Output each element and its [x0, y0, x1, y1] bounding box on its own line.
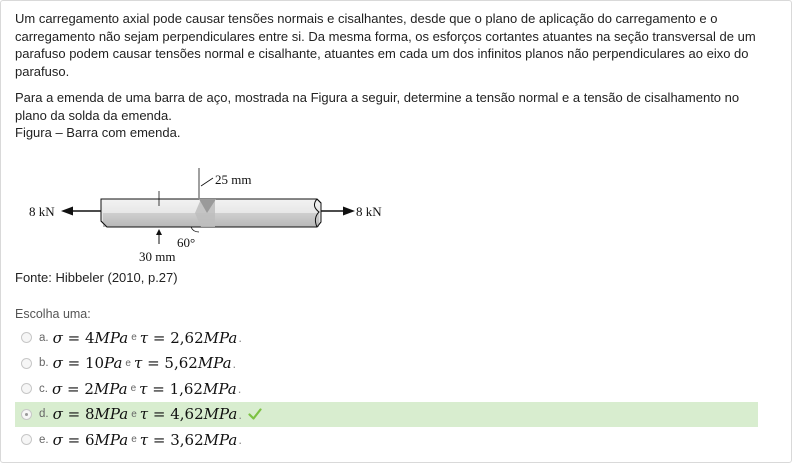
answer-conjunction: e	[131, 332, 137, 344]
answer-conjunction: e	[131, 434, 137, 446]
answer-option-b[interactable]	[15, 351, 758, 377]
answer-sigma: σ = 10Pa	[52, 354, 123, 373]
answer-list	[15, 325, 758, 453]
height-arrowhead	[156, 229, 162, 235]
answer-letter: b.	[39, 357, 49, 370]
left-load-label: 8 kN	[29, 204, 55, 219]
height-label: 30 mm	[139, 249, 176, 264]
figure-source: Fonte: Hibbeler (2010, p.27)	[15, 270, 178, 285]
left-arrowhead	[61, 207, 73, 216]
radio-c[interactable]	[21, 383, 32, 394]
answer-letter: a.	[39, 331, 49, 344]
question-paragraph-2-text: Para a emenda de uma barra de aço, mostrada na Figura a seguir, determine a tensão normal e a tensão de cisalhamento no plano da solda da emenda.	[15, 90, 740, 123]
answer-tau: τ = 2,62MPa	[139, 328, 238, 347]
answer-sigma: σ = 4MPa	[52, 328, 129, 347]
radio-e[interactable]	[21, 434, 32, 445]
angle-arc	[191, 227, 199, 232]
answer-sigma: σ = 8MPa	[52, 405, 129, 424]
answer-conjunction: e	[131, 408, 137, 420]
answer-tau: τ = 3,62MPa	[139, 430, 238, 449]
answer-tau: τ = 4,62MPa	[139, 405, 238, 424]
answer-option-a[interactable]	[15, 325, 758, 351]
answer-conjunction: e	[130, 383, 137, 395]
answer-conjunction: e	[125, 357, 131, 369]
choose-one-label: Escolha uma:	[15, 307, 91, 321]
right-load-label: 8 kN	[356, 204, 382, 219]
answer-option-e[interactable]	[15, 427, 758, 453]
answer-period: .	[238, 330, 242, 346]
answer-sigma: σ = 6MPa	[52, 430, 129, 449]
figure-caption: Figura – Barra com emenda.	[15, 125, 181, 140]
answer-option-d[interactable]	[15, 402, 758, 428]
correct-check-icon	[248, 407, 262, 421]
answer-period: .	[237, 381, 242, 397]
width-dimension-leader	[201, 178, 213, 186]
answer-tau: τ = 1,62MPa	[139, 379, 237, 398]
answer-letter: d.	[39, 408, 49, 421]
question-paragraph-1: Um carregamento axial pode causar tensões normais e cisalhantes, desde que o plano de aplicação do carregamento e o carregamento não sejam perpendiculares entre si. Da mesma forma, os esforços cortantes atuantes na seção transversal de um parafuso podem causar tensões normal e cisalhante, atuantes em cada um dos infinitos planos não perpendiculares ao eixo do parafuso.	[15, 11, 756, 79]
width-label: 25 mm	[215, 172, 252, 187]
angle-label: 60°	[177, 235, 196, 250]
radio-d[interactable]	[21, 409, 32, 420]
radio-a[interactable]	[21, 332, 32, 343]
question-paragraph-2	[15, 89, 765, 142]
answer-sigma: σ = 2MPa	[51, 379, 128, 398]
answer-period: .	[232, 355, 237, 371]
bar-splice-figure	[29, 166, 389, 266]
answer-letter: e.	[39, 433, 49, 446]
answer-period: .	[238, 406, 242, 422]
radio-b[interactable]	[21, 358, 32, 369]
answer-option-c[interactable]	[15, 376, 758, 402]
question-text	[15, 10, 765, 142]
right-arrowhead	[343, 207, 355, 216]
answer-tau: τ = 5,62MPa	[133, 354, 232, 373]
answer-letter: c.	[39, 382, 48, 395]
answer-period: .	[238, 432, 242, 448]
